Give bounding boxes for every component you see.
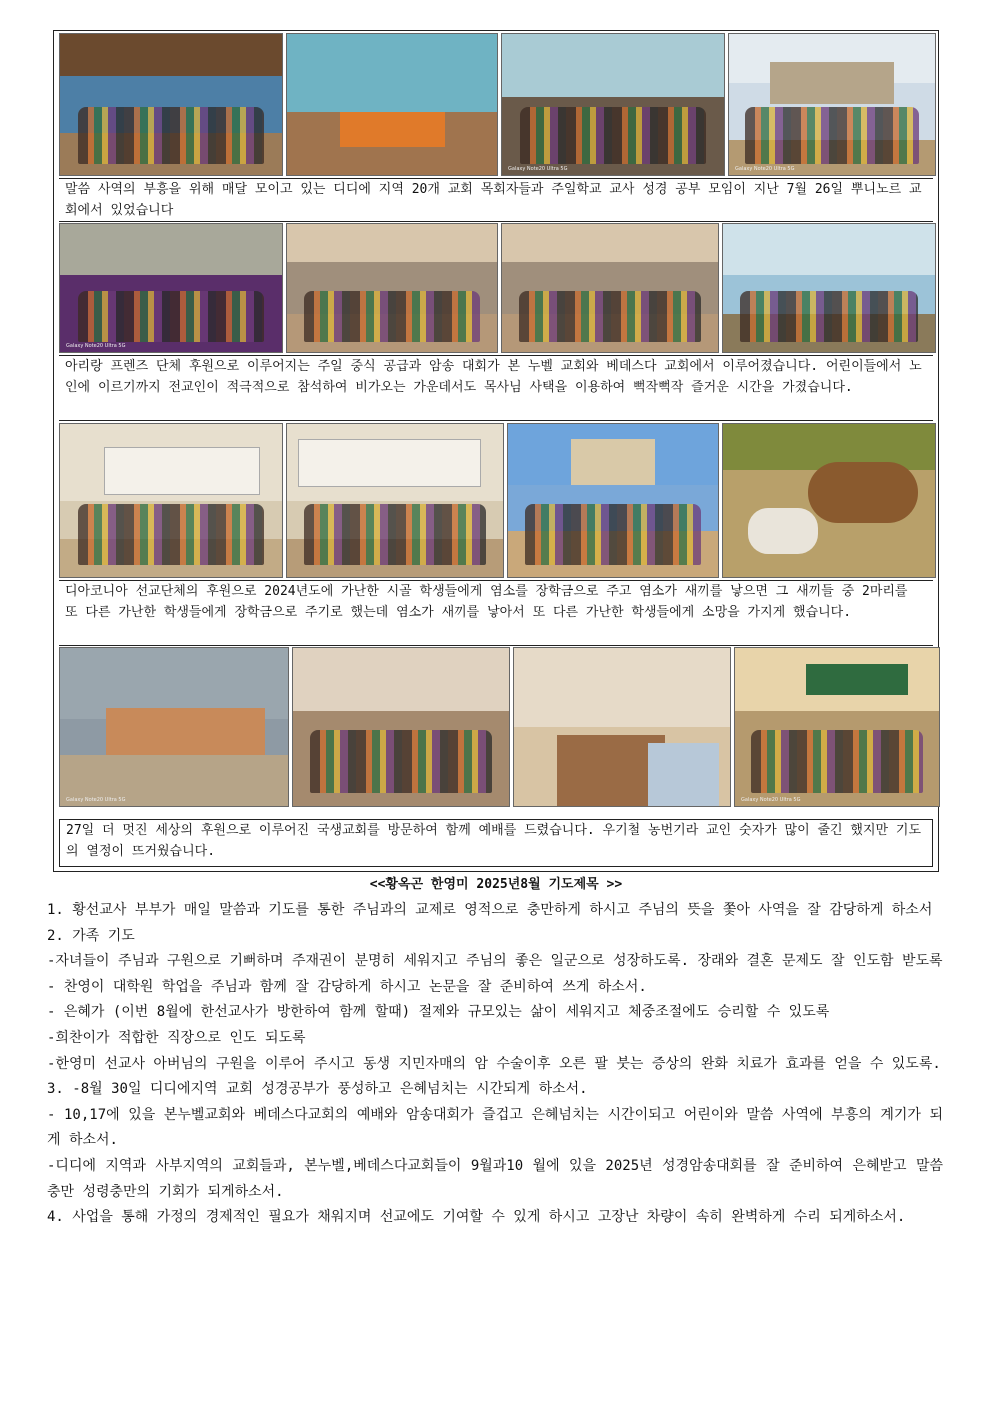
prayer-item: 1. 황선교사 부부가 매일 말씀과 기도를 통한 주님과의 교제로 영적으로 충만하게 하시고 주님의 뜻을 쫓아 사역을 잘 감당하게 하소서 (47, 902, 933, 918)
group-photo (728, 33, 936, 176)
photo-watermark: Galaxy Note20 Ultra 5G (508, 166, 568, 172)
photo-watermark: Galaxy Note20 Ultra 5G (735, 166, 795, 172)
church-interior-photo (59, 33, 283, 176)
prayer-item: -자녀들이 주님과 구원으로 기뻐하며 주재권이 분명히 세워지고 주님의 좋은 일군으로 성장하도록. 장래와 결혼 문제도 잘 인도함 받도록 (47, 953, 943, 970)
preaching-photo (513, 647, 731, 807)
church-gathering-photo (286, 223, 498, 353)
photo-row-1 (59, 33, 936, 176)
worship-photo (501, 33, 725, 176)
photo-watermark: Galaxy Note20 Ultra 5G (66, 797, 126, 803)
prayer-item: 2. 가족 기도 (47, 927, 135, 944)
prayer-item: -디디에 지역과 사부지역의 교회들과, 본누벨,베데스다교회들이 9월과10 월에 있을 2025년 성경암송대회를 잘 준비하여 은혜받고 말씀충만 성령충만의 기회가 되게하소서. (47, 1157, 943, 1200)
prayer-list (47, 898, 943, 1231)
photo-row-3 (59, 423, 936, 578)
goat-ceremony-photo (59, 423, 283, 578)
photo-watermark: Galaxy Note20 Ultra 5G (66, 343, 126, 349)
children-eating-photo (59, 223, 283, 353)
worship-photo (292, 647, 510, 807)
church-building-photo (59, 647, 289, 807)
prayer-item: -한영미 선교사 아버님의 구원을 이루어 주시고 동생 지민자매의 암 수술이후 오른 팔 붓는 증상의 완화 치료가 효과를 얻을 수 있도록. (47, 1055, 941, 1072)
prayer-item: -희찬이가 적합한 직장으로 인도 되도록 (47, 1029, 306, 1046)
section-caption: 말씀 사역의 부흥을 위해 매달 모이고 있는 디디에 지역 20개 교회 목회자들과 주일학교 교사 성경 공부 모임이 지난 7월 26일 뿌니노르 교회에서 있었습니다 (59, 178, 933, 222)
goats-photo (722, 423, 936, 578)
section-caption: 27일 더 멋진 세상의 후원으로 이루어진 국생교회를 방문하여 함께 예배를 드렸습니다. 우기철 농번기라 교인 숫자가 많이 줄긴 했지만 기도의 열정이 뜨거웠습니다. (59, 819, 933, 867)
goat-ceremony-photo (286, 423, 504, 578)
section-caption: 아리랑 프렌즈 단체 후원으로 이루어지는 주일 중식 공급과 암송 대회가 본 누벨 교회와 베데스다 교회에서 이루어졌습니다. 어린이들에서 노인에 이르기까지 전교인이 적극적으로 참석하여 비가오는 가운데서도 목사님 사택을 이용하여 뻑작뻑작 즐거운 시간을 가졌습니다. (59, 355, 933, 421)
church-gathering-photo (501, 223, 719, 353)
church-interior-photo (734, 647, 940, 807)
group-photo (722, 223, 936, 353)
newsletter-frame (53, 30, 939, 872)
prayer-item: 4. 사업을 통해 가정의 경제적인 필요가 채워지며 선교에도 기여할 수 있게 하시고 고장난 차량이 속히 완벽하게 수리 되게하소서. (47, 1209, 906, 1226)
prayer-item: 3. -8월 30일 디디에지역 교회 성경공부가 풍성하고 은혜넘치는 시간되게 하소서. (47, 1081, 588, 1098)
prayer-item: - 은혜가 (이번 8월에 한선교사가 방한하여 함께 할때) 절제와 규모있는 삶이 세워지고 체중조절에도 승리할 수 있도록 (47, 1004, 830, 1021)
photo-row-4 (59, 647, 940, 807)
prayer-title: <<황옥곤 한영미 2025년8월 기도제목 >> (369, 877, 623, 892)
photo-row-2 (59, 223, 936, 353)
group-photo (507, 423, 719, 578)
photo-watermark: Galaxy Note20 Ultra 5G (741, 797, 801, 803)
prayer-item: - 찬영이 대학원 학업을 주님과 함께 잘 감당하게 하시고 논문을 잘 준비하여 쓰게 하소서. (47, 978, 647, 995)
section-caption: 디아코니아 선교단체의 후원으로 2024년도에 가난한 시골 학생들에게 염소를 장학금으로 주고 염소가 새끼를 낳으면 그 새끼들 중 2마리를 또 다른 가난한 학생들에게 장학금으로 주기로 했는데 염소가 새끼를 낳아서 또 다른 가난한 학생들에게 소망을 가지게 했습니다. (59, 580, 933, 646)
meeting-photo (286, 33, 498, 176)
prayer-item: - 10,17에 있을 본누벨교회와 베데스다교회의 예배와 암송대회가 즐겁고 은혜넘치는 시간이되고 어린이와 말씀 사역에 부흥의 계기가 되게 하소서. (47, 1106, 943, 1149)
